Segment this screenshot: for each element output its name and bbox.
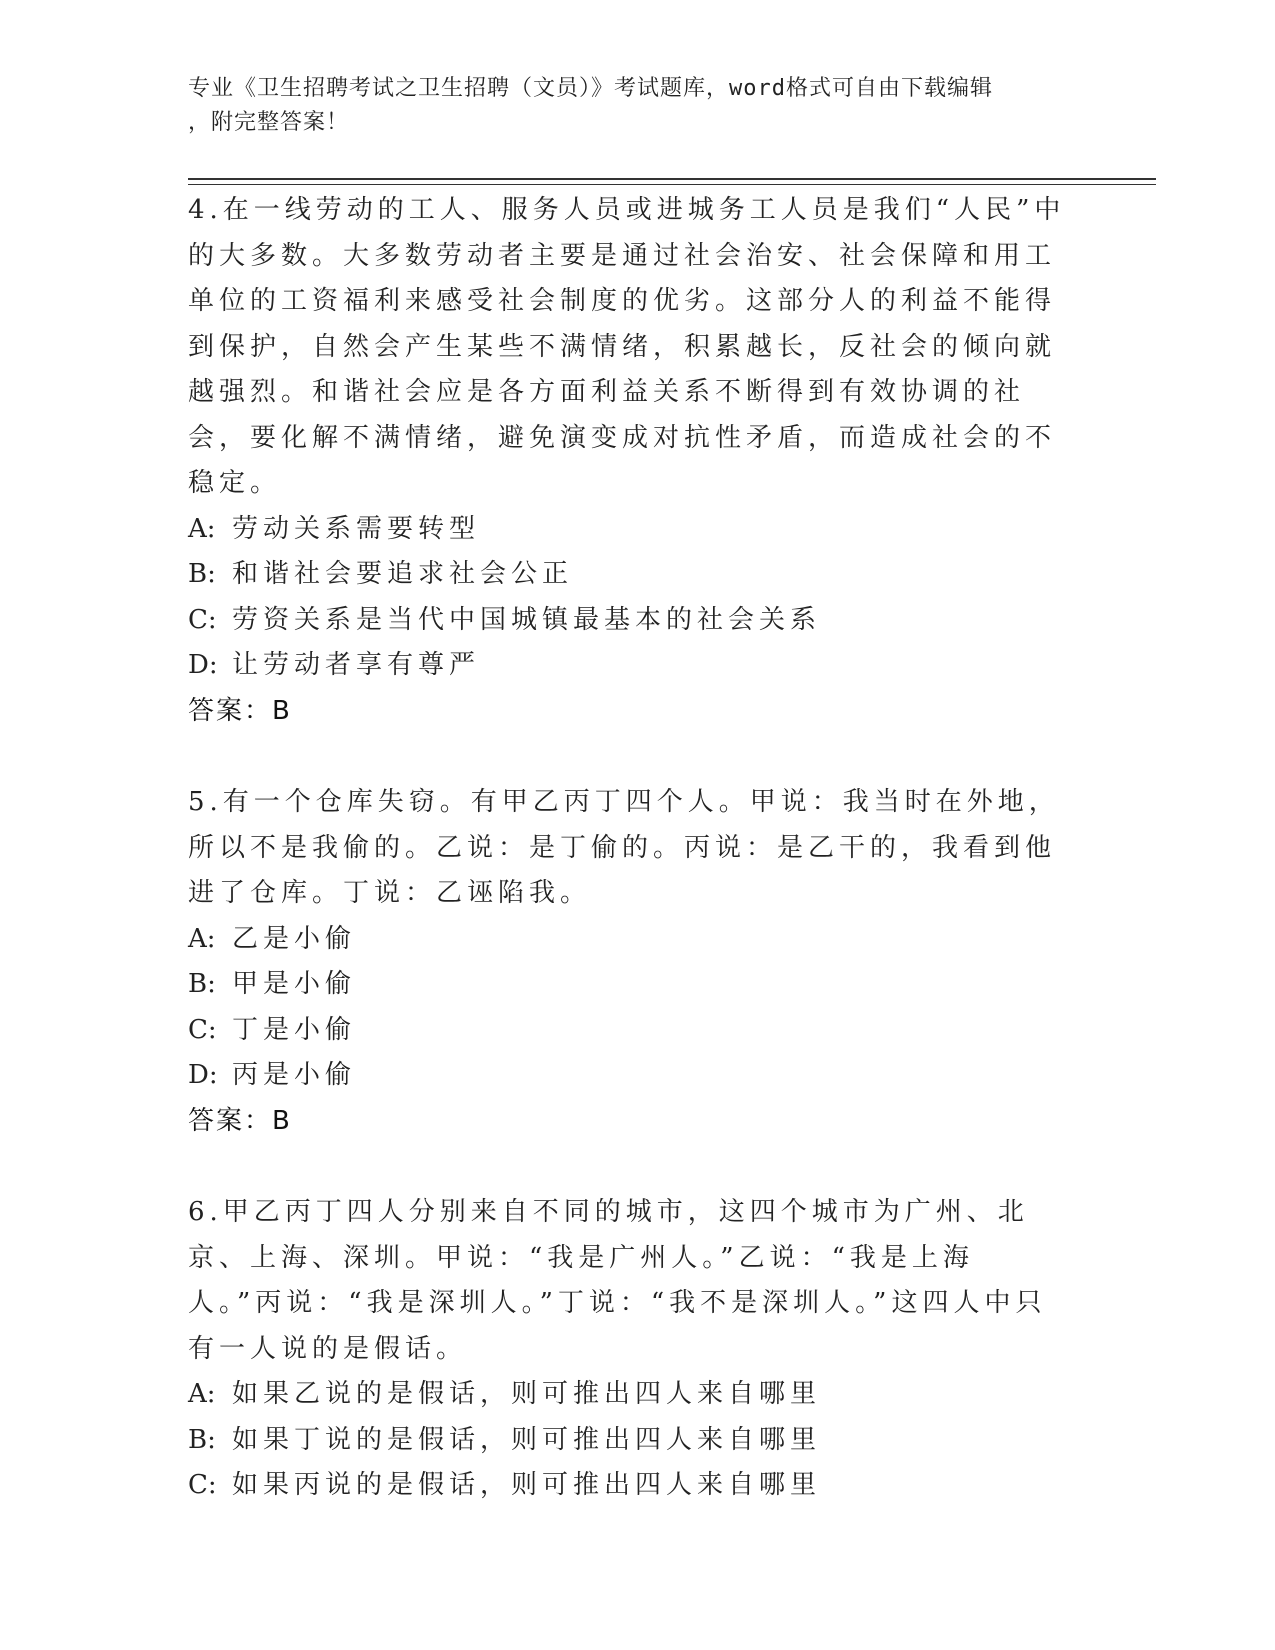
question-stem: 5.有一个仓库失窃。有甲乙丙丁四个人。甲说：我当时在外地，所以不是我偷的。乙说：是丁偷的。丙说：是乙干的，我看到他进了仓库。丁说：乙诬陷我。 [188,787,1060,908]
option-a [188,507,1068,553]
option-c [188,1463,1068,1509]
option-key: B: [188,969,216,999]
option-key: C: [188,1014,217,1045]
option-d [188,643,1068,689]
header-divider-thin [188,184,1156,185]
option-text: 劳动关系需要转型 [232,513,481,544]
option-key: A: [188,923,216,954]
question-stem: 4.在一线劳动的工人、服务人员或进城务工人员是我们“人民”中的大多数。大多数劳动者主要是通过社会治安、社会保障和用工单位的工资福利来感受社会制度的优劣。这部分人的利益不能得到保护，自然会产生某些不满情绪，积累越长，反社会的倾向就越强烈。和谐社会应是各方面利益关系不断得到有效协调的社会，要化解不满情绪，避免演变成对抗性矛盾，而造成社会的不稳定。 [188,195,1066,498]
option-text: 如果丙说的是假话，则可推出四人来自哪里 [232,1470,822,1500]
option-key: A: [188,1379,216,1409]
option-text: 丁是小偷 [232,1014,357,1045]
header-line-2: ，附完整答案！ [188,110,350,135]
option-key: B: [188,559,216,589]
option-text: 劳资关系是当代中国城镇最基本的社会关系 [232,604,822,635]
option-a [188,1372,1068,1418]
option-a [188,917,1068,963]
question-5 [188,780,1068,1144]
question-list [188,188,1068,1509]
page-header [188,72,1088,140]
option-b [188,1418,1068,1464]
option-c [188,1008,1068,1054]
option-text: 如果丁说的是假话，则可推出四人来自哪里 [232,1424,822,1455]
option-text: 乙是小偷 [232,923,357,954]
option-text: 甲是小偷 [232,969,357,999]
header-line-1: 专业《卫生招聘考试之卫生招聘（文员）》考试题库，word格式可自由下载编辑 [188,76,993,101]
option-key: C: [188,604,217,635]
option-d [188,1053,1068,1099]
question-stem: 6.甲乙丙丁四人分别来自不同的城市，这四个城市为广州、北京、上海、深圳。甲说：“我是广州人。”乙说：“我是上海人。”丙说：“我是深圳人。”丁说：“我不是深圳人。”这四人中只有一人说的是假话。 [188,1197,1047,1364]
question-6 [188,1190,1068,1509]
option-text: 如果乙说的是假话，则可推出四人来自哪里 [232,1379,822,1409]
answer-line: 答案：B [188,695,292,726]
option-c [188,598,1068,644]
header-divider-thick [188,178,1156,180]
option-text: 丙是小偷 [232,1060,357,1090]
question-4 [188,188,1068,734]
option-key: D: [188,650,218,680]
option-key: B: [188,1424,216,1455]
option-text: 和谐社会要追求社会公正 [232,559,574,589]
option-key: C: [188,1470,217,1500]
answer-line: 答案：B [188,1105,292,1136]
option-text: 让劳动者享有尊严 [232,650,481,680]
option-key: A: [188,513,216,544]
option-b [188,552,1068,598]
option-key: D: [188,1060,218,1090]
option-b [188,962,1068,1008]
